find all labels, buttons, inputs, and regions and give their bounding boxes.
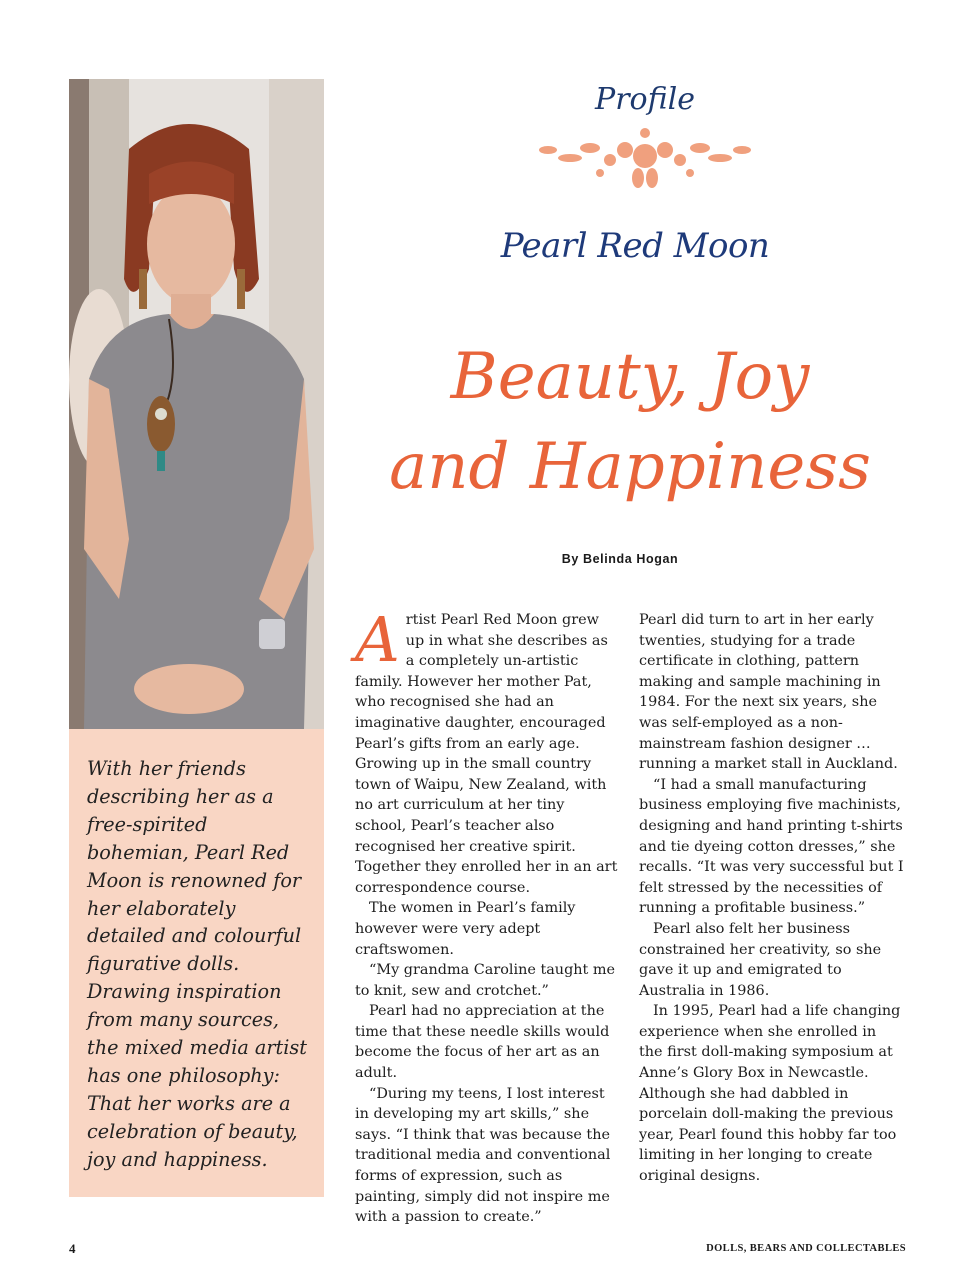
- byline: By Belinda Hogan: [561, 552, 679, 566]
- profile-subject-name: Pearl Red Moon: [500, 226, 770, 266]
- pull-quote-box: [69, 729, 324, 1197]
- paragraph: In 1995, Pearl had a life changing experience when she enrolled in the first doll-making symposium at Anne’s Glory Box in Newcastle. Although she had dabbled in porcelain doll-making the previous year, Pearl found this hobby far too limiting in her longing to create original designs.: [639, 1003, 901, 1185]
- article-column-1: [355, 603, 620, 1228]
- drop-cap: A: [355, 603, 400, 676]
- paragraph: The women in Pearl’s family however were very adept craftswomen.: [355, 900, 576, 958]
- page-number: 4: [69, 1241, 76, 1256]
- article-headline: [330, 332, 930, 512]
- paragraph: Pearl also felt her business constrained her creativity, so she gave it up and emigrated to Australia in 1986.: [639, 920, 882, 999]
- paragraph: Pearl had no appreciation at the time that these needle skills would become the focus of her art as an adult.: [355, 1003, 610, 1082]
- publication-name: DOLLS, BEARS AND COLLECTABLES: [706, 1243, 906, 1254]
- headline-line-1: Beauty, Joy: [450, 340, 810, 414]
- section-label: Profile: [595, 82, 695, 117]
- portrait-photo: [69, 79, 324, 729]
- headline-line-2: and Happiness: [389, 430, 871, 504]
- paragraph: “I had a small manufacturing business employing five machinists, designing and hand printing t-shirts and tie dyeing cotton dresses,” she recalls. “It was very successful but I felt stressed by the necessities of running a profitable business.”: [639, 776, 904, 917]
- paragraph: Pearl did turn to art in her early twenties, studying for a trade certificate in clothing, pattern making and sample machining in 1984. For the next six years, she was self-employed as a non-mainstream fashion designer … running a market stall in Auckland.: [639, 612, 898, 773]
- paragraph: Artist Pearl Red Moon grew up in what she describes as a completely un-artistic family. However her mother Pat, who recognised she had an imaginative daughter, encouraged Pearl’s gifts from an early age. Growing up in the small country town of Waipu, New Zealand, with no art curriculum at her tiny school, Pearl’s teacher also recognised her creative spirit. Together they enrolled her in an art correspondence course.: [355, 603, 618, 896]
- paragraph: “During my teens, I lost interest in developing my art skills,” she says. “I think that was because the traditional media and conventional forms of expression, such as painting, simply did not inspire me with a passion to create.”: [355, 1085, 611, 1226]
- paragraph: “My grandma Caroline taught me to knit, sew and crotchet.”: [355, 962, 616, 999]
- floral-ornament-icon: [520, 118, 770, 202]
- article-column-2: [639, 610, 904, 1187]
- pull-quote-text: With her friends describing her as a free-spirited bohemian, Pearl Red Moon is renowned for her elaborately detailed and colourful figurative dolls. Drawing inspiration from many sources, the mixed media artist has one philosophy: That her works are a celebration of beauty, joy and happiness.: [87, 757, 307, 1171]
